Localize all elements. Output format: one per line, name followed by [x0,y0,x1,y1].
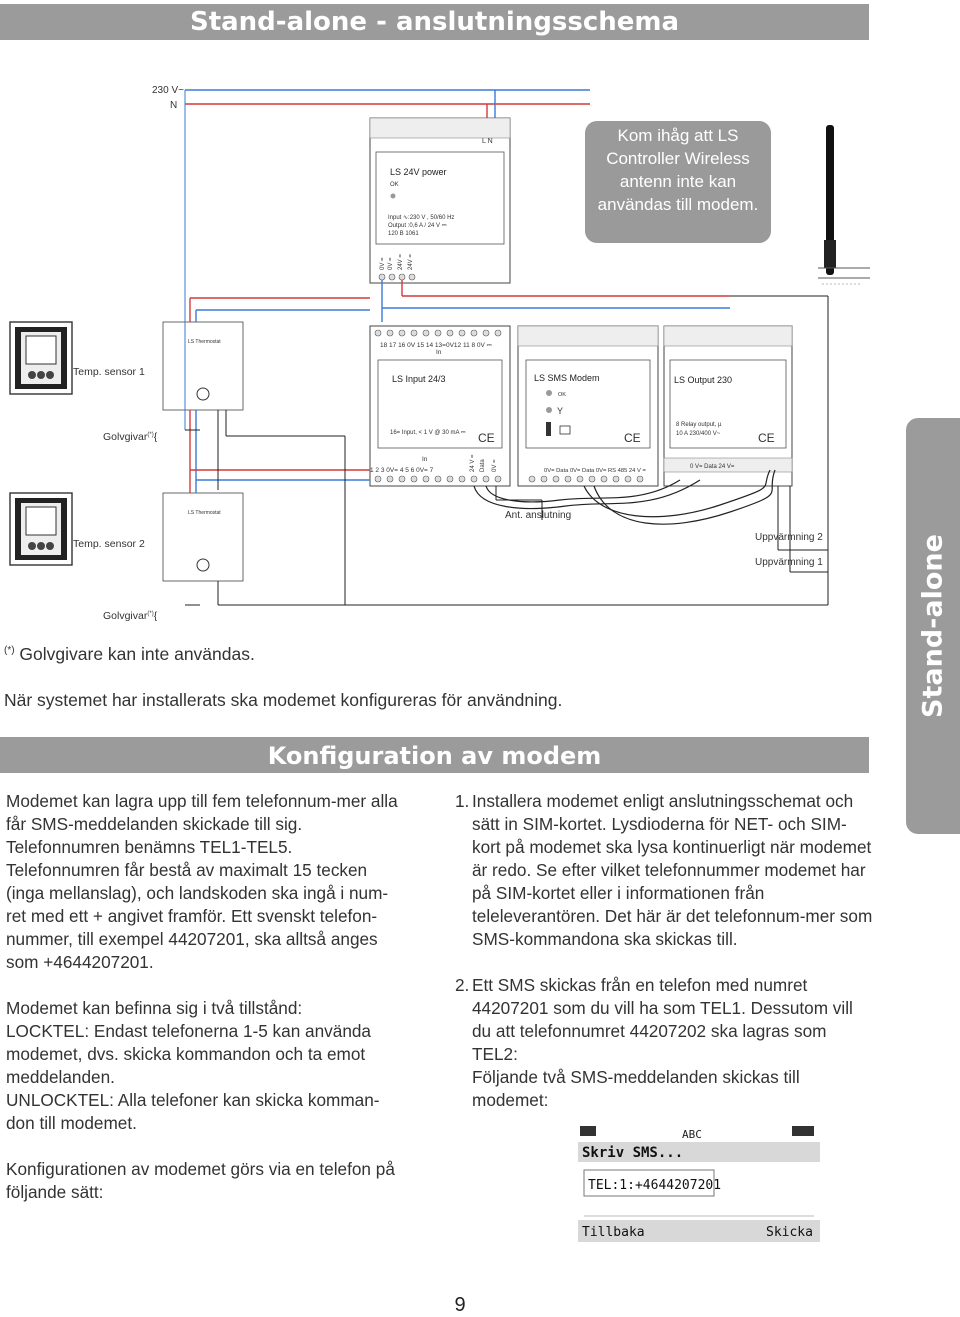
svg-text:120 B 1061: 120 B 1061 [388,231,419,237]
section-side-tab: Stand-alone [906,418,960,834]
svg-text:18 17 16 0V 15 14 13=0V: 18 17 16 0V 15 14 13=0V12 11 8 0V ⎓ [380,342,492,349]
output-module-title: LS Output 230 [674,375,733,385]
svg-text:24V =: 24V = [398,254,404,270]
svg-text:Output :0,6 A / 24 V ⎓: Output :0,6 A / 24 V ⎓ [388,223,447,229]
paragraph: Modemet kan befinna sig i två tillstånd: [6,998,303,1018]
section-title: Konfiguration av modem [0,737,869,773]
antenna-icon [818,125,870,284]
paragraph: UNLOCKTEL: Alla telefoner kan skicka komman-don till modemet. [6,1090,380,1133]
svg-text:Y: Y [557,406,564,416]
paragraph: Konfigurationen av modemet görs via en telefon på följande sätt: [6,1159,395,1202]
heating-2-label: Uppvärmning 2 [755,532,823,543]
page-number: 9 [454,1294,466,1316]
sms-modem-title: LS SMS Modem [534,373,600,383]
golvgivare-note: (*) Golvgivare kan inte användas. [4,644,255,664]
svg-text:CE: CE [478,431,495,445]
paragraph: LOCKTEL: Endast telefonerna 1-5 kan använda modemet, dvs. skicka kommandon och ta emot meddelanden. [6,1021,371,1087]
temp-sensor-1-label: Temp. sensor 1 [73,366,145,378]
svg-text:OK: OK [558,392,566,398]
input-module-title: LS Input 24/3 [392,374,446,384]
sms-modem-module [518,326,658,486]
supply-l-label: 230 V~ [152,85,184,96]
svg-text:LS Thermostat: LS Thermostat [188,339,221,345]
svg-text:0V =: 0V = [492,459,498,472]
supply-n-label: N [170,100,178,111]
svg-text:1 2 3 0V= 4 5 6: 1 2 3 0V= 4 5 6 0V= 7 [370,467,434,474]
svg-text:0V =: 0V = [388,257,394,270]
phone-mode: ABC [682,1128,702,1141]
svg-text:In: In [422,456,428,463]
input-module [370,326,510,486]
golvgivar-2-label: Golvgivar(*){ [103,610,158,622]
page-title: Stand-alone - anslutningsschema [0,4,869,40]
phone-message: TEL:1:+4644207201 [588,1178,722,1193]
heating-1-label: Uppvärmning 1 [755,557,823,568]
svg-text:0 V= Data 24 V=: 0 V= Data 24 V= [690,464,735,470]
svg-text:Data: Data [480,459,486,472]
svg-text:0V= Data 0V= Data 0V=: 0V= Data 0V= Data 0V= RS 485 24 V = [544,468,646,474]
svg-text:Input ∿:230 V , 50/60 Hz: Input ∿:230 V , 50/60 Hz [388,215,455,221]
list-item: 2. Ett SMS skickas från en telefon med numret 44207201 som du vill ha som TEL1. Dessutom vill du att telefonnumret 44207202 ska lagras som TEL2: [455,975,853,1064]
right-column [455,790,875,1112]
power-ln: L N [482,138,493,145]
output-module [664,326,792,486]
svg-text:0V =: 0V = [380,257,386,270]
svg-text:LS Thermostat: LS Thermostat [188,510,221,516]
list-item: 1. Installera modemet enligt anslutningsschemat och sätt in SIM-kortet. Lysdioderna för NET- och SIM-kort på modemet ska lysa kontinuerligt när modemet är redo. Se efter vilket telefonnummer modemet har på SIM-kortet eller i informationen från teleleverantören. Det här är det telefonnum-mer som SMS-kommandona ska skickas till. [455,791,873,949]
svg-text:CE: CE [758,431,775,445]
list-item: Följande två SMS-meddelanden skickas till modemet: [472,1067,800,1110]
golvgivar-1-label: Golvgivar(*){ [103,431,158,443]
antenna-connection-label: Ant. anslutning [505,510,572,521]
phone-screen [578,1124,820,1244]
power-title: LS 24V power [390,167,447,177]
svg-text:16= Input, < 1 V @ 30 mA ⎓: 16= Input, < 1 V @ 30 mA ⎓ [390,430,466,436]
svg-text:In: In [436,349,442,356]
thermostat-2 [10,493,243,581]
installed-note: När systemet har installerats ska modemet konfigureras för användning. [4,690,563,710]
antenna-callout: Kom ihåg att LS Controller Wireless antenn inte kan användas till modem. [585,121,771,243]
phone-back-button[interactable]: Tillbaka [582,1225,645,1240]
phone-send-button[interactable]: Skicka [766,1225,813,1240]
power-supply [370,118,510,283]
paragraph: Modemet kan lagra upp till fem telefonnum-mer alla får SMS-meddelanden skickade till sig. Telefonnumren benämns TEL1-TEL5. Telefonnumren får bestå av maximalt 15 tecken (inga mellanslag), och landskoden ska ingå i num-ret med ett + angivet framför. Ett svenskt telefon-nummer, till exempel 44207201, ska alltså anges som +4644207201. [6,791,398,972]
temp-sensor-2-label: Temp. sensor 2 [73,538,145,550]
left-column [6,790,406,1204]
svg-text:24V =: 24V = [408,254,414,270]
svg-text:24 V =: 24 V = [470,454,476,472]
phone-header: Skriv SMS... [582,1145,684,1161]
power-ok: OK [390,182,399,188]
svg-text:CE: CE [624,431,641,445]
svg-text:8 Relay output, µ: 8 Relay output, µ [676,422,722,428]
svg-text:10 A 230/400 V~: 10 A 230/400 V~ [676,431,721,437]
